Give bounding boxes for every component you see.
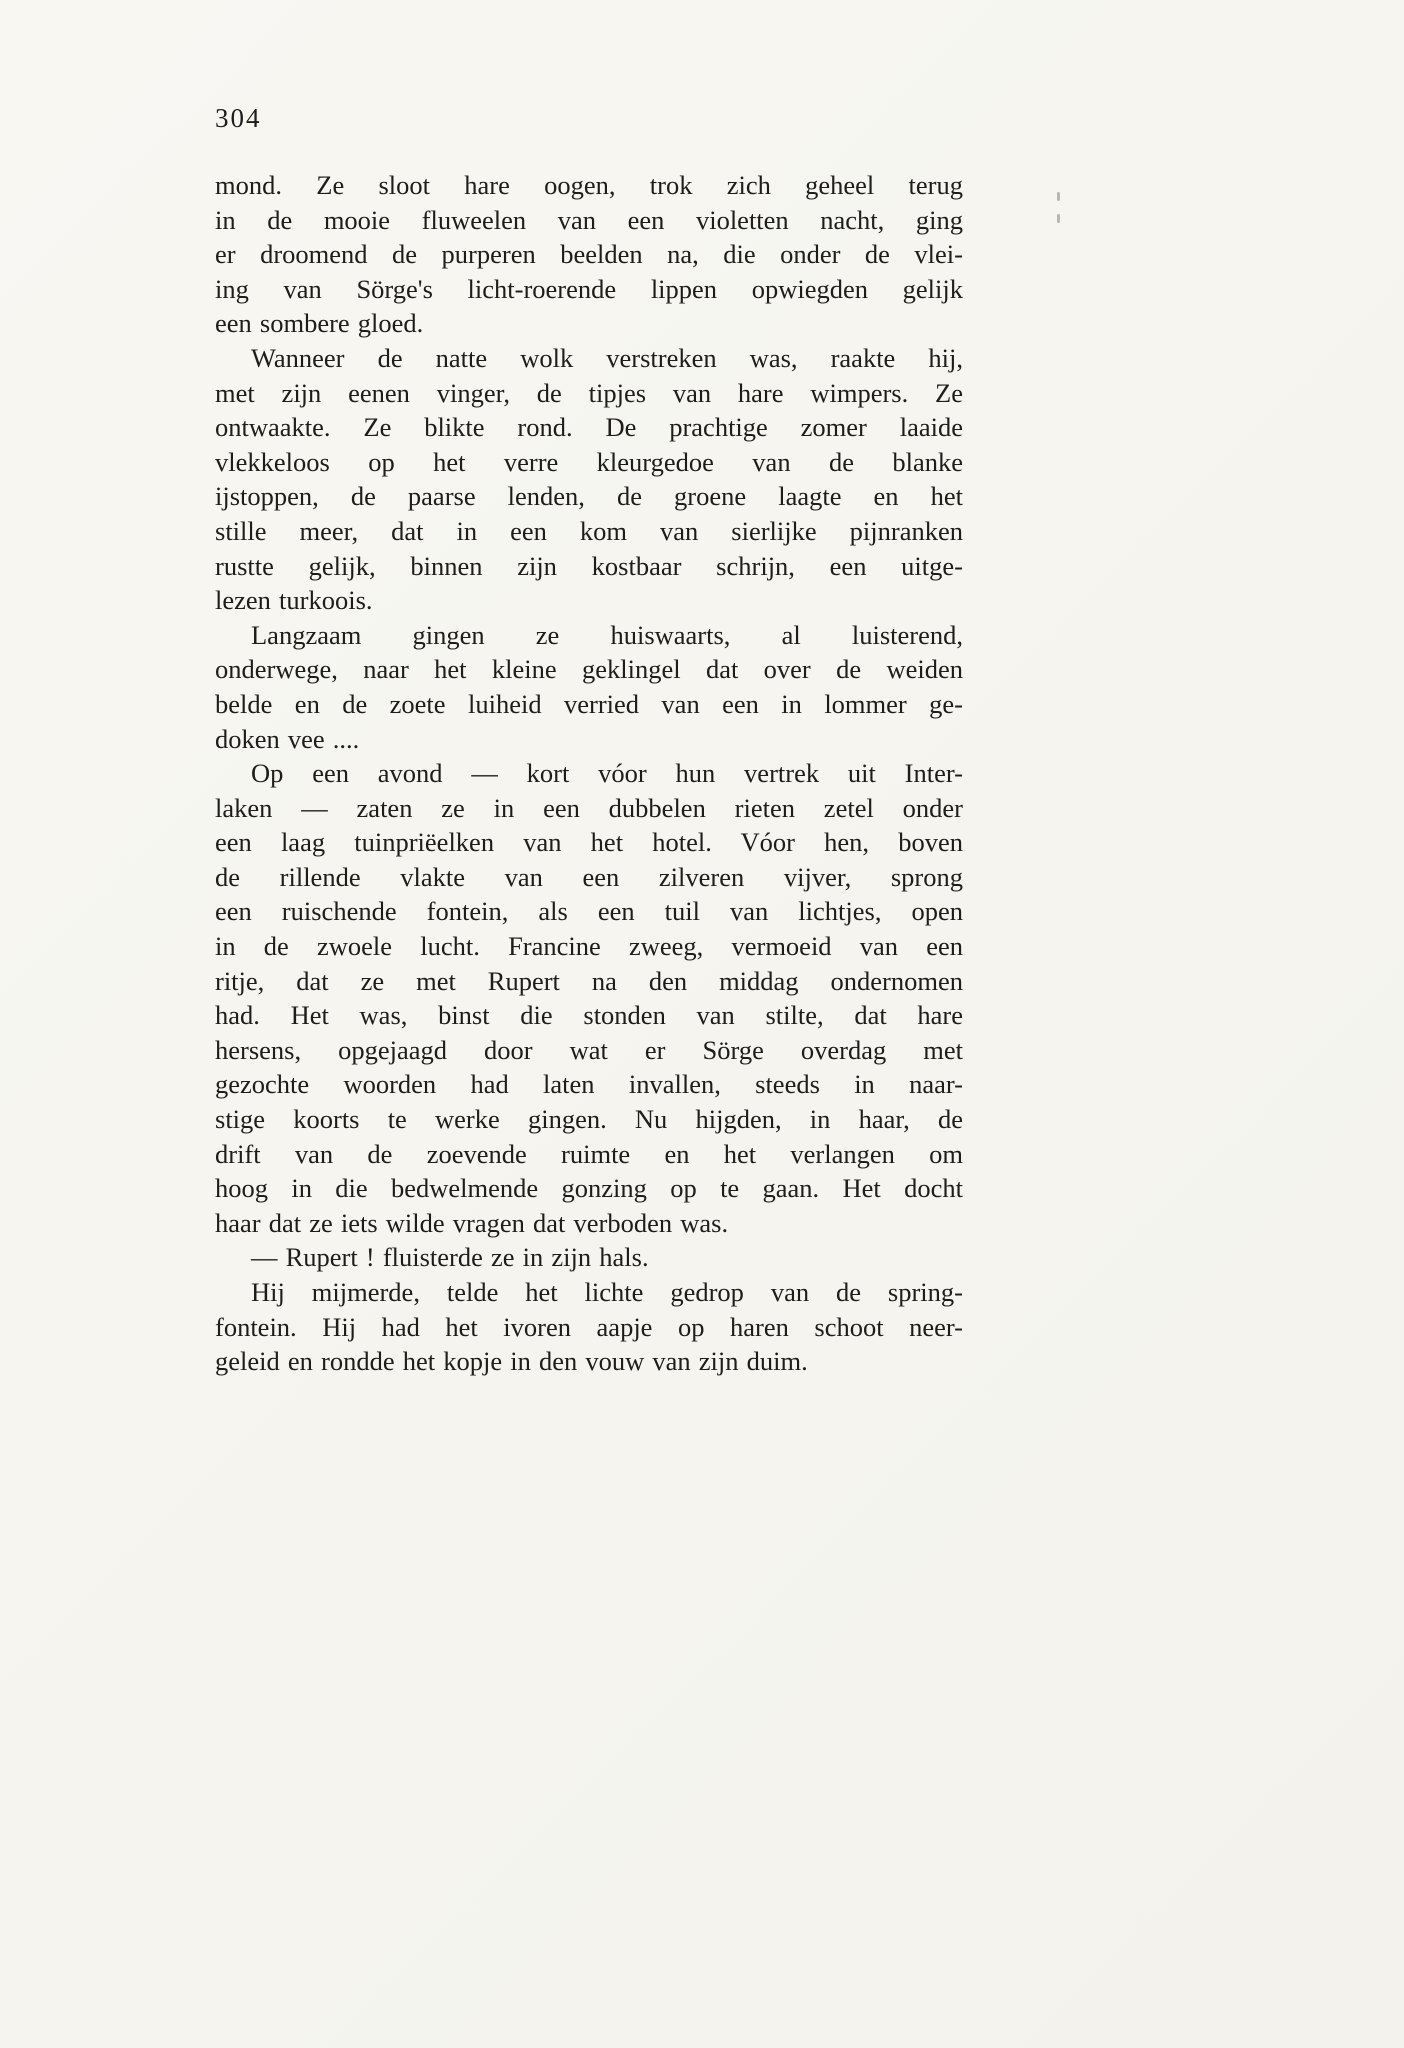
text-line: in de zwoele lucht. Francine zweeg, vermoeid van een — [215, 931, 963, 962]
text-line: de rillende vlakte van een zilveren vijver, sprong — [215, 861, 963, 892]
text-line: ritje, dat ze met Rupert na den middag ondernomen — [215, 965, 963, 996]
text-line: drift van de zoevende ruimte en het verlangen om — [215, 1138, 963, 1169]
text-line: in de mooie fluweelen van een violetten nacht, ging — [215, 204, 963, 235]
text-line: stige koorts te werke gingen. Nu hijgden, in haar, de — [215, 1104, 963, 1135]
text-line: — Rupert ! fluisterde ze in zijn hals. — [251, 1242, 649, 1273]
text-line: hersens, opgejaagd door wat er Sörge overdag met — [215, 1034, 963, 1065]
paragraph — [215, 341, 963, 618]
text-line: belde en de zoete luiheid verried van een in lommer ge- — [215, 688, 963, 719]
text-line: fontein. Hij had het ivoren aapje op haren schoot neer- — [215, 1311, 963, 1342]
text-line: mond. Ze sloot hare oogen, trok zich geheel terug — [215, 170, 963, 200]
text-line: doken vee .... — [215, 723, 360, 754]
text-line: Wanneer de natte wolk verstreken was, raakte hij, — [251, 342, 963, 373]
text-line: haar dat ze iets wilde vragen dat verboden was. — [215, 1207, 729, 1238]
paragraph — [215, 1240, 963, 1275]
text-line: hoog in die bedwelmende gonzing op te gaan. Het docht — [215, 1173, 963, 1204]
page-text — [215, 168, 963, 1379]
text-line: Hij mijmerde, telde het lichte gedrop van de spring- — [251, 1277, 963, 1307]
scan-artifact-marks — [1057, 192, 1061, 226]
text-line: onderwege, naar het kleine geklingel dat over de weiden — [215, 654, 963, 685]
text-line: lezen turkoois. — [215, 585, 373, 616]
paragraph — [215, 1275, 963, 1379]
text-line: stille meer, dat in een kom van sierlijke pijnranken — [215, 515, 963, 546]
text-line: gezochte woorden had laten invallen, steeds in naar- — [215, 1069, 963, 1100]
text-line: een laag tuinpriëelken van het hotel. Vóor hen, boven — [215, 827, 963, 858]
text-line: ing van Sörge's licht-roerende lippen opwiegden gelijk — [215, 273, 963, 304]
text-line: Langzaam gingen ze huiswaarts, al luisterend, — [251, 619, 963, 650]
text-line: een sombere gloed. — [215, 308, 424, 339]
text-line: ontwaakte. Ze blikte rond. De prachtige zomer laaide — [215, 412, 963, 443]
text-line: rustte gelijk, binnen zijn kostbaar schrijn, een uitge- — [215, 550, 963, 581]
paragraph — [215, 168, 963, 341]
text-line: met zijn eenen vinger, de tipjes van hare wimpers. Ze — [215, 377, 963, 408]
paragraph — [215, 618, 963, 756]
text-line: er droomend de purperen beelden na, die onder de vlei- — [215, 239, 963, 270]
paragraph — [215, 756, 963, 1240]
text-line: laken — zaten ze in een dubbelen rieten zetel onder — [215, 792, 963, 823]
text-line: Op een avond — kort vóor hun vertrek uit Inter- — [251, 758, 963, 789]
text-line: had. Het was, binst die stonden van stilte, dat hare — [215, 1000, 963, 1031]
text-line: vlekkeloos op het verre kleurgedoe van de blanke — [215, 446, 963, 477]
text-line: een ruischende fontein, als een tuil van lichtjes, open — [215, 896, 963, 927]
page-number: 304 — [215, 103, 262, 133]
text-line: geleid en rondde het kopje in den vouw van zijn duim. — [215, 1346, 808, 1377]
text-line: ijstoppen, de paarse lenden, de groene laagte en het — [215, 481, 963, 512]
